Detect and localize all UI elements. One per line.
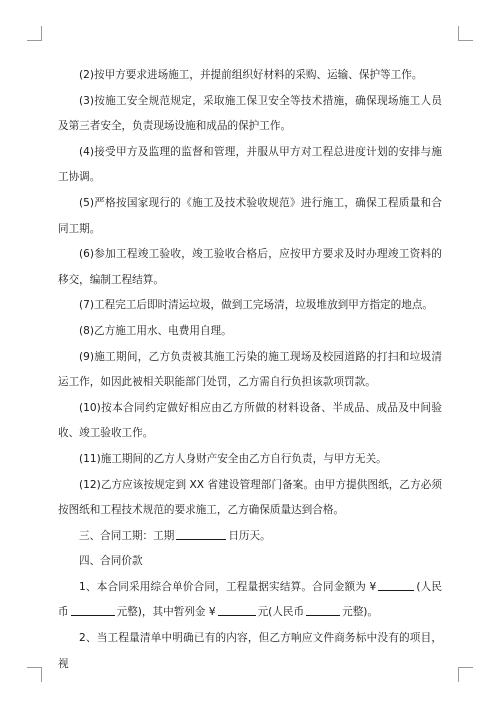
contract-amount-rmb-blank: [71, 603, 115, 616]
contract-price-item-1: [58, 575, 442, 626]
corner-crop-mark-bottom-right: [458, 667, 473, 682]
contract-period-blank: [176, 527, 226, 540]
document-body: [58, 63, 442, 677]
paragraph-7: (7)工程完工后即时清运垃圾，做到工完场清，垃圾堆放到甲方指定的地点。: [79, 299, 434, 312]
provisional-sum-label: 元整)，其中暂列金 ¥: [116, 606, 216, 619]
contract-period-line: [58, 524, 442, 550]
corner-crop-mark-top-left: [27, 26, 42, 41]
corner-crop-mark-bottom-left: [27, 667, 42, 682]
paragraph-2: (2)按甲方要求进场施工，并提前组织好材料的采购、运输、保护等工作。: [79, 69, 423, 81]
paragraph-12: (12)乙方应该按规定到 XX 省建设管理部门备案。由甲方提供图纸，乙方必须按图纸和工程技术规范的要求施工，乙方确保质量达到合格。: [58, 478, 442, 517]
contract-price-item-2: 2、当工程量清单中明确已有的内容，但乙方响应文件商务标中没有的项目，视: [58, 632, 442, 670]
contract-period-label: 三、合同工期：工期: [79, 529, 175, 542]
paragraph-4: (4)接受甲方及监理的监督和管理，并服从甲方对工程总进度计划的安排与施工协调。: [58, 145, 442, 184]
contract-amount-label: 1、本合同采用综合单价合同，工程量据实结算。合同金额为 ¥: [79, 580, 377, 593]
contract-amount-blank: [378, 578, 414, 591]
provisional-sum-rmb-blank: [306, 603, 340, 616]
paragraph-6: (6)参加工程竣工验收，竣工验收合格后，应按甲方要求及时办理竣工资料的移交，编制工程结算。: [58, 248, 442, 286]
paragraph-3: (3)按施工安全规范规定，采取施工保卫安全等技术措施，确保现场施工人员及第三者安全，负责现场设施和成品的保护工作。: [58, 94, 442, 133]
provisional-sum-end: 元整)。: [342, 606, 379, 619]
corner-crop-mark-top-right: [458, 26, 473, 41]
paragraph-8: (8)乙方施工用水、电费用自理。: [79, 324, 232, 337]
paragraph-11: (11)施工期间的乙方人身财产安全由乙方自行负责，与甲方无关。: [79, 452, 387, 465]
paragraph-5: (5)严格按国家现行的《施工及技术验收规范》进行施工，确保工程质量和合同工期。: [58, 196, 442, 235]
paragraph-9: (9)施工期间，乙方负责被其施工污染的施工现场及校园道路的打扫和垃圾清运工作，如因此被相关职能部门处罚，乙方需自行负担该款项罚款。: [58, 350, 442, 389]
paragraph-10: (10)按本合同约定做好相应由乙方所做的材料设备、半成品、成品及中间验收、竣工验收工作。: [58, 401, 442, 440]
contract-period-unit: 日历天。: [228, 529, 271, 542]
provisional-sum-rmb-label: 元(人民币: [257, 606, 305, 619]
contract-price-heading: 四、合同价款: [79, 555, 143, 568]
contract-amount-rmb-label: (人民币: [58, 580, 442, 619]
provisional-sum-blank: [218, 603, 256, 616]
